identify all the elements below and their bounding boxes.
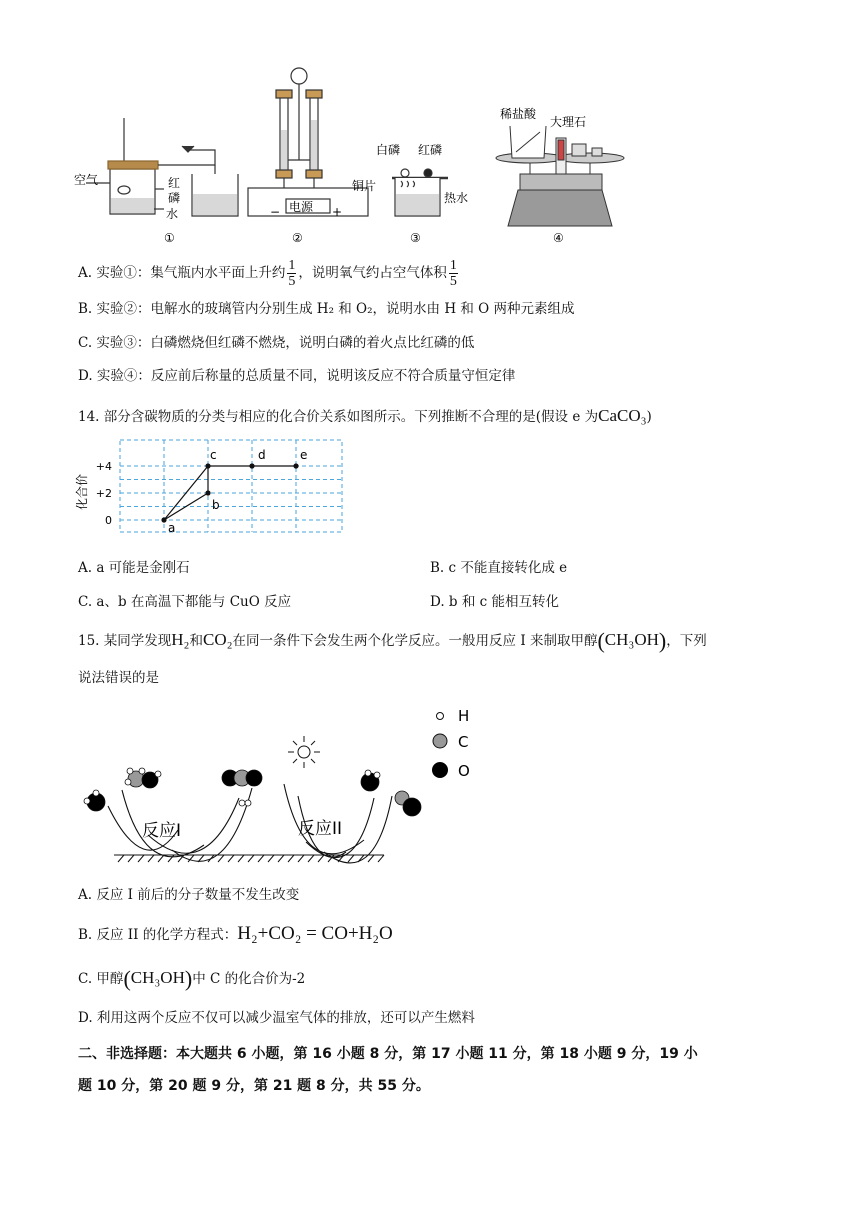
formula-co2: CO₂	[202, 630, 233, 649]
label-water: 水	[166, 207, 179, 221]
q15-option-b: B. 反应 II 的化学方程式：H₂+CO₂ = CO+H₂O	[78, 923, 393, 944]
q13-a-text-1: A. 实验①：集气瓶内水平面上升约	[78, 265, 286, 281]
formula-caco3: CaCO₃	[598, 406, 647, 425]
q14-option-a: A. a 可能是金刚石	[78, 560, 190, 576]
q14-option-c: C. a、b 在高温下都能与 CuO 反应	[78, 594, 292, 610]
caption-1: ①	[164, 231, 175, 245]
chart-points	[161, 448, 307, 535]
label-power-supply: 电源	[289, 200, 314, 214]
q14-option-d: D. b 和 c 能相互转化	[430, 594, 560, 610]
legend-o-label: O	[458, 762, 470, 780]
y-tick-label: +2	[95, 487, 112, 500]
label-red-phosphorus-2: 磷	[168, 191, 181, 205]
caption-3: ③	[410, 231, 421, 245]
formula-methanol: CH₃OH	[604, 630, 659, 649]
q13-option-c: C. 实验③：白磷燃烧但红磷不燃烧，说明白磷的着火点比红磷的低	[78, 335, 475, 351]
q13-option-d: D. 实验④：反应前后称量的总质量不同，说明该反应不符合质量守恒定律	[78, 368, 516, 384]
experiments-figure	[70, 66, 630, 246]
reaction-1-label: 反应I	[142, 821, 182, 841]
q14-stem: 14. 部分含碳物质的分类与相应的化合价关系如图所示。下列推断不合理的是(假设 e 为CaCO₃)	[78, 406, 652, 425]
experiment-1-apparatus	[86, 118, 238, 216]
fraction-one-fifth-2: $\frac{1}{5}$	[449, 258, 457, 289]
label-marble: 大理石	[550, 115, 587, 129]
point-d	[249, 463, 254, 468]
section-2-heading-line2: 题 10 分，第 20 题 9 分，第 21 题 8 分，共 55 分。	[78, 1078, 430, 1094]
chart-frame	[120, 440, 342, 532]
y-tick-label: 0	[105, 514, 112, 527]
legend-h-label: H	[458, 707, 470, 725]
label-red-phosphorus-1: 红	[168, 176, 181, 190]
label-dilute-hcl: 稀盐酸	[500, 107, 537, 121]
section-2-heading-line1: 二、非选择题：本大题共 6 小题，第 16 小题 8 分，第 17 小题 11 分，第 18 小题 9 分，19 小	[78, 1046, 698, 1062]
q13-a-text-2: ，说明氧气约占空气体积	[298, 265, 447, 281]
reaction-diagram	[74, 700, 504, 870]
q13-option-b: B. 实验②：电解水的玻璃管内分别生成 H₂ 和 O₂，说明水由 H 和 O 两种元素组成	[78, 301, 575, 317]
fraction-one-fifth: $\frac{1}{5}$	[288, 258, 296, 289]
chart-grid	[120, 440, 342, 532]
q15-option-d: D. 利用这两个反应不仅可以减少温室气体的排放，还可以产生燃料	[78, 1010, 475, 1026]
reaction-2-label: 反应II	[298, 819, 343, 839]
legend-c-icon	[433, 734, 447, 748]
point-label-d: d	[258, 448, 266, 462]
q15-stem-line1: 15. 某同学发现H₂和CO₂在同一条件下会发生两个化学反应。一般用反应 I 来制取甲醇(CH₃OH)，下列	[78, 628, 707, 653]
q15-stem-line2: 说法错误的是	[78, 670, 159, 686]
point-a	[161, 517, 166, 522]
point-e	[293, 463, 298, 468]
valence-chart	[74, 436, 354, 546]
sunlight-icon	[288, 736, 320, 768]
q13-option-a	[78, 258, 460, 289]
label-copper-sheet: 铜片	[352, 179, 377, 193]
point-label-c: c	[210, 448, 217, 462]
point-label-b: b	[212, 498, 220, 512]
legend-o-icon	[432, 762, 448, 778]
experiment-3-apparatus	[392, 169, 448, 216]
label-air: 空气	[74, 173, 99, 187]
q15-option-a: A. 反应 I 前后的分子数量不发生改变	[78, 887, 300, 903]
label-white-phosphorus: 白磷	[376, 143, 401, 157]
legend	[432, 713, 448, 779]
caption-2: ②	[292, 231, 303, 245]
q14-option-b: B. c 不能直接转化成 e	[430, 560, 568, 576]
label-hot-water: 热水	[444, 191, 469, 205]
q15-option-c: C. 甲醇(CH₃OH)中 C 的化合价为-2	[78, 966, 306, 991]
point-label-a: a	[168, 521, 176, 535]
formula-h2: H₂	[171, 630, 190, 649]
chart-ylabel: 化合价	[75, 473, 89, 511]
experiment-2-apparatus	[248, 68, 368, 216]
y-tick-label: +4	[95, 460, 112, 473]
point-b	[205, 490, 210, 495]
experiment-4-balance	[496, 126, 624, 226]
point-c	[205, 463, 210, 468]
label-minus-pole: −	[270, 205, 281, 219]
legend-c-label: C	[458, 733, 469, 751]
label-plus-pole: +	[332, 205, 343, 219]
equation-reaction-2: H₂+CO₂ = CO+H₂O	[237, 923, 393, 944]
label-red-phosphorus-b: 红磷	[418, 143, 443, 157]
molecules	[84, 768, 421, 816]
chart-y-ticks	[96, 460, 112, 527]
legend-h-icon	[437, 713, 444, 720]
point-label-e: e	[300, 448, 308, 462]
caption-4: ④	[553, 231, 564, 245]
